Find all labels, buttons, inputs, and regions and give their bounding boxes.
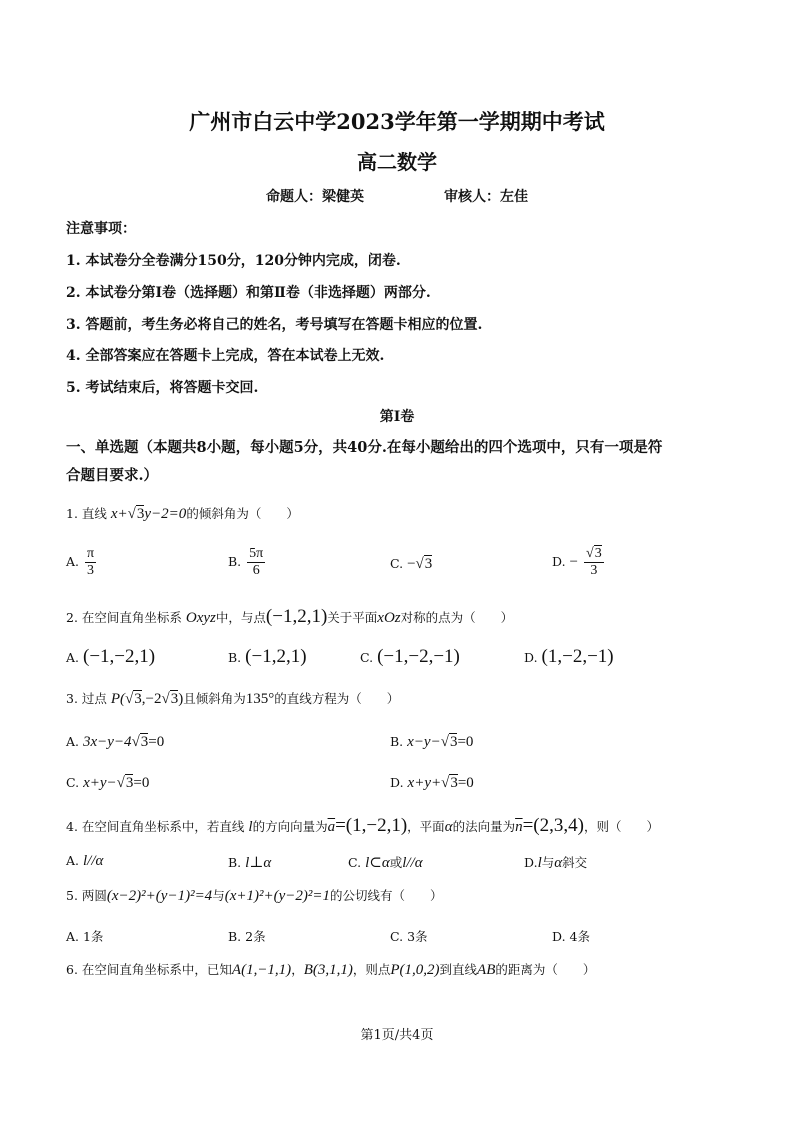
fraction	[247, 546, 265, 579]
q1-prefix: 1. 直线	[66, 506, 107, 521]
part1-title: 第Ⅰ卷	[379, 409, 415, 425]
q2-option-a[interactable]	[66, 646, 155, 668]
q1-option-b[interactable]	[228, 546, 265, 579]
q4-option-a[interactable]	[66, 853, 103, 870]
q1-tail: 的倾斜角为（ ）	[186, 506, 299, 521]
q5-circle-1: (x−2)²+(y−1)²=4	[106, 888, 213, 904]
note-item: 1. 本试卷分全卷满分150分，120分钟内完成，闭卷.	[66, 253, 401, 269]
option-value: =0	[148, 734, 165, 750]
q6-text: ，	[291, 962, 304, 977]
q4-vector-n-value: =(2,3,4)	[522, 815, 584, 836]
q2-plane: xOz	[377, 610, 401, 626]
q6-text: ，则点	[352, 962, 391, 977]
section1-heading	[66, 434, 746, 490]
q5-option-d[interactable]: D. 4条	[552, 929, 590, 944]
sqrt-value: 3	[449, 734, 458, 750]
option-label: A.	[66, 734, 80, 749]
q2-point: (−1,2,1)	[265, 606, 328, 627]
note-item: 2. 本试卷分第Ⅰ卷（选择题）和第Ⅱ卷（非选择题）两部分.	[66, 285, 431, 301]
q4-text: 的法向量为	[452, 819, 516, 834]
q2-tail: 对称的点为（ ）	[400, 610, 514, 625]
option-label: C.	[360, 650, 374, 665]
q4-option-d[interactable]	[524, 853, 587, 872]
q2-text: 关于平面	[327, 610, 378, 625]
q3-point: P(	[110, 691, 126, 707]
exam-title: 广州市白云中学2023学年第一学期期中考试	[189, 109, 605, 134]
option-value: x+y+	[407, 775, 442, 791]
q2-option-d[interactable]	[524, 646, 614, 668]
option-label: B.	[390, 734, 404, 749]
minus: −	[569, 554, 579, 570]
q2-system: Oxyz	[185, 610, 216, 626]
option-value: (1,−2,−1)	[541, 646, 614, 667]
option-value: l//α	[402, 855, 423, 871]
q2-text: 中，与点	[215, 610, 266, 625]
q4-option-c[interactable]	[348, 853, 423, 872]
option-label: B.	[228, 855, 242, 870]
q6-point-p: P(1,0,2)	[390, 962, 440, 978]
frac-den: 3	[87, 563, 95, 578]
option-value: =0	[133, 775, 150, 791]
option-value: α	[554, 855, 563, 871]
q4-line: l	[248, 819, 253, 835]
q4-text: 4. 在空间直角坐标系中，若直线	[66, 819, 245, 834]
sqrt-value: 3	[134, 691, 142, 707]
frac-num: √3	[586, 546, 602, 561]
option-label: D.	[524, 855, 538, 870]
q5-option-b[interactable]: B. 2条	[228, 929, 266, 944]
q2-text: 2. 在空间直角坐标系	[66, 610, 182, 625]
q1-option-c[interactable]: C. −√3	[390, 556, 433, 572]
q6-text: 6. 在空间直角坐标系中，已知	[66, 962, 232, 977]
question-3: 3. 过点 P(√3,−2√3)且倾斜角为135°的直线方程为（ ）	[66, 691, 400, 707]
option-value: (−1,−2,−1)	[377, 646, 460, 667]
q3-angle: 135°	[245, 691, 275, 707]
q1-eq-part: x+	[110, 506, 128, 522]
option-value: (−1,−2,1)	[83, 646, 156, 667]
option-label: D.	[552, 554, 566, 569]
fraction	[584, 546, 604, 579]
option-value: l//α	[83, 853, 104, 869]
q5-text: 与	[212, 888, 225, 903]
q3-option-c[interactable]: C. x+y−√3=0	[66, 775, 150, 791]
q4-vector-a: $\overline{a}$	[327, 819, 336, 835]
sqrt-value: 3	[170, 691, 179, 707]
option-value: x−y−	[407, 734, 441, 750]
notes-heading: 注意事项：	[66, 221, 136, 237]
q1-option-d[interactable]	[552, 546, 604, 579]
option-text: 与	[541, 855, 555, 870]
option-value: l	[537, 855, 542, 871]
minus: −	[407, 556, 416, 572]
exam-authors	[0, 186, 794, 206]
q1-eq-part: y−2=0	[144, 506, 187, 522]
sqrt-value: 3	[125, 775, 134, 791]
q5-tail: 的公切线有（ ）	[329, 888, 443, 903]
q2-option-c[interactable]	[360, 646, 460, 668]
q5-option-c[interactable]: C. 3条	[390, 929, 428, 944]
question-6	[66, 960, 595, 979]
note-item: 4. 全部答案应在答题卡上完成，答在本试卷上无效.	[66, 348, 385, 364]
option-label: A.	[66, 853, 80, 868]
q5-text: 5. 两圆	[66, 888, 107, 903]
question-2	[66, 606, 513, 628]
option-label: B.	[228, 554, 242, 569]
option-value: (−1,2,1)	[245, 646, 307, 667]
page-number: 第1页/共4页	[360, 1028, 434, 1043]
q4-text: 的方向向量为	[252, 819, 328, 834]
sqrt-value: 3	[594, 546, 602, 561]
option-value: x+y−	[83, 775, 117, 791]
q4-option-b[interactable]	[228, 853, 271, 872]
exam-subject: 高二数学	[357, 150, 437, 174]
q3-point: ,−2	[141, 691, 162, 707]
option-text: 斜交	[562, 855, 588, 870]
option-value: =0	[457, 734, 474, 750]
option-label: A.	[66, 554, 80, 569]
q4-vector-a-value: =(1,−2,1)	[335, 815, 408, 836]
option-label: A.	[66, 650, 80, 665]
q6-point-b: B(3,1,1)	[303, 962, 353, 978]
option-value: l⊥α	[245, 855, 272, 871]
q3-tail: 的直线方程为（ ）	[274, 691, 400, 706]
sqrt-value: 3	[424, 556, 433, 572]
note-item: 5. 考试结束后，将答题卡交回.	[66, 380, 259, 396]
section1-line1: 一、单选题（本题共8小题，每小题5分，共40分.在每小题给出的四个选项中，只有一项是符	[66, 439, 663, 456]
author-label: 命题人：梁健英	[266, 189, 364, 205]
q3-text: 且倾斜角为	[183, 691, 246, 706]
q4-text: ，平面	[407, 819, 445, 834]
option-label: D.	[524, 650, 538, 665]
option-value: =0	[457, 775, 474, 791]
frac-den: 6	[252, 563, 260, 578]
option-value: 3x−y−4	[83, 734, 132, 750]
q3-option-b[interactable]: B. x−y−√3=0	[390, 734, 474, 750]
sqrt-value: 3	[450, 775, 458, 791]
q6-text: 到直线	[439, 962, 478, 977]
q4-plane: α	[444, 819, 453, 835]
fraction	[85, 546, 96, 579]
frac-den: 3	[590, 563, 598, 578]
q3-option-d[interactable]: D. x+y+√3=0	[390, 775, 474, 791]
question-5	[66, 886, 443, 905]
question-4	[66, 815, 659, 837]
frac-num: 5π	[249, 546, 264, 561]
sqrt-value: 3	[140, 734, 149, 750]
option-label: C.	[348, 855, 362, 870]
frac-num: π	[87, 546, 95, 561]
option-label: C.	[66, 775, 80, 790]
q3-option-a[interactable]: A. 3x−y−4√3=0	[66, 734, 165, 750]
q6-tail: 的距离为（ ）	[495, 962, 596, 977]
note-item: 3. 答题前，考生务必将自己的姓名，考号填写在答题卡相应的位置.	[66, 317, 483, 333]
q6-line: AB	[477, 962, 496, 978]
section1-line2: 合题目要求.）	[66, 467, 159, 484]
option-label: D.	[390, 775, 404, 790]
option-value: l⊂α	[365, 855, 390, 871]
q6-point-a: A(1,−1,1)	[231, 962, 292, 978]
q5-option-a[interactable]: A. 1条	[66, 929, 104, 944]
option-label: B.	[228, 650, 242, 665]
q1-option-a[interactable]	[66, 546, 96, 579]
q4-tail: ，则（ ）	[583, 819, 659, 834]
option-label: C.	[390, 556, 404, 571]
q2-option-b[interactable]	[228, 646, 307, 668]
option-text: 或	[389, 855, 403, 870]
reviewer-label: 审核人：左佳	[444, 189, 528, 205]
question-1: 1. 直线 x+√3y−2=0的倾斜角为（ ）	[66, 506, 299, 522]
q3-text: 3. 过点	[66, 691, 107, 706]
q1-sqrt: 3	[136, 506, 145, 522]
q3-point: )	[178, 691, 184, 707]
q4-vector-n: $\overline{n}$	[515, 819, 523, 835]
q5-circle-2: (x+1)²+(y−2)²=1	[224, 888, 330, 904]
